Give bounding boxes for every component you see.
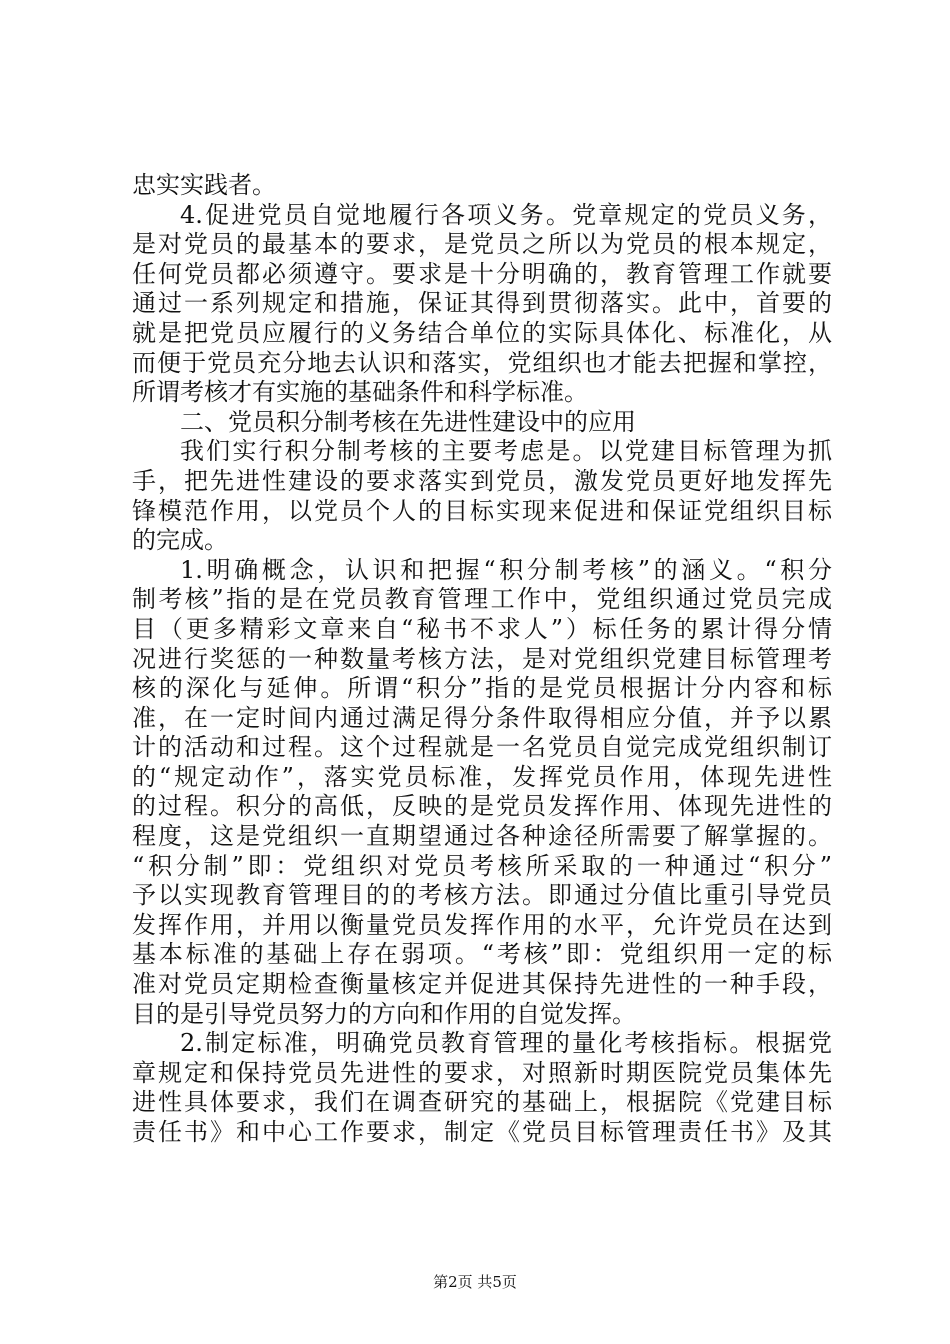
text-line: 责任书》和中心工作要求，制定《党员目标管理责任书》及其 bbox=[132, 1118, 832, 1146]
text-line: 锋模范作用，以党员个人的目标实现来促进和保证党组织目标 bbox=[132, 496, 832, 525]
text-line: 就是把党员应履行的义务结合单位的实际具体化、标准化，从 bbox=[132, 318, 832, 347]
text-line: 任何党员都必须遵守。要求是十分明确的，教育管理工作就要 bbox=[132, 259, 832, 288]
text-line: 是对党员的最基本的要求，是党员之所以为党员的根本规定， bbox=[132, 230, 832, 259]
text-line: 所谓考核才有实施的基础条件和科学标准。 bbox=[132, 378, 588, 407]
text-line: 基本标准的基础上存在弱项。“考核”即：党组织用一定的标 bbox=[132, 940, 832, 969]
page-number-footer: 第2页 共5页 bbox=[433, 1273, 517, 1291]
text-line: 章规定和保持党员先进性的要求，对照新时期医院党员集体先 bbox=[132, 1058, 832, 1087]
text-line: 准，在一定时间内通过满足得分条件取得相应分值，并予以累 bbox=[132, 703, 832, 732]
text-line: 制考核”指的是在党员教育管理工作中，党组织通过党员完成 bbox=[132, 585, 832, 614]
text-line: 4.促进党员自觉地履行各项义务。党章规定的党员义务， bbox=[180, 200, 832, 229]
text-line: 的完成。 bbox=[132, 526, 228, 555]
body-text bbox=[132, 171, 832, 1148]
text-line: 予以实现教育管理目的的考核方法。即通过分值比重引导党员 bbox=[132, 881, 832, 910]
text-line: 的“规定动作”，落实党员标准，发挥党员作用，体现先进性 bbox=[132, 762, 832, 791]
text-line: 准对党员定期检查衡量核定并促进其保持先进性的一种手段， bbox=[132, 970, 832, 999]
text-line: 程度，这是党组织一直期望通过各种途径所需要了解掌握的。 bbox=[132, 822, 832, 851]
text-line: 核的深化与延伸。所谓“积分”指的是党员根据计分内容和标 bbox=[132, 674, 832, 703]
text-line: 况进行奖惩的一种数量考核方法，是对党组织党建目标管理考 bbox=[132, 644, 832, 673]
text-line: 而便于党员充分地去认识和落实，党组织也才能去把握和掌控， bbox=[132, 348, 832, 377]
text-line: 我们实行积分制考核的主要考虑是。以党建目标管理为抓 bbox=[180, 437, 832, 466]
text-line: 通过一系列规定和措施，保证其得到贯彻落实。此中，首要的 bbox=[132, 289, 832, 318]
text-line: 手，把先进性建设的要求落实到党员，激发党员更好地发挥先 bbox=[132, 466, 832, 495]
text-line: “积分制”即：党组织对党员考核所采取的一种通过“积分” bbox=[132, 851, 832, 880]
text-line: 目的是引导党员努力的方向和作用的自觉发挥。 bbox=[132, 999, 636, 1028]
text-line: 计的活动和过程。这个过程就是一名党员自觉完成党组织制订 bbox=[132, 733, 832, 762]
text-line: 目（更多精彩文章来自“秘书不求人”）标任务的累计得分情 bbox=[132, 614, 832, 643]
text-line: 的过程。积分的高低，反映的是党员发挥作用、体现先进性的 bbox=[132, 792, 832, 821]
section-heading: 二、党员积分制考核在先进性建设中的应用 bbox=[180, 407, 636, 436]
text-line: 2.制定标准，明确党员教育管理的量化考核指标。根据党 bbox=[180, 1029, 832, 1058]
text-line: 1.明确概念，认识和把握“积分制考核”的涵义。“积分 bbox=[180, 555, 832, 584]
text-line: 忠实实践者。 bbox=[132, 171, 276, 199]
text-line: 发挥作用，并用以衡量党员发挥作用的水平，允许党员在达到 bbox=[132, 910, 832, 939]
text-line: 进性具体要求，我们在调查研究的基础上，根据院《党建目标 bbox=[132, 1088, 832, 1117]
